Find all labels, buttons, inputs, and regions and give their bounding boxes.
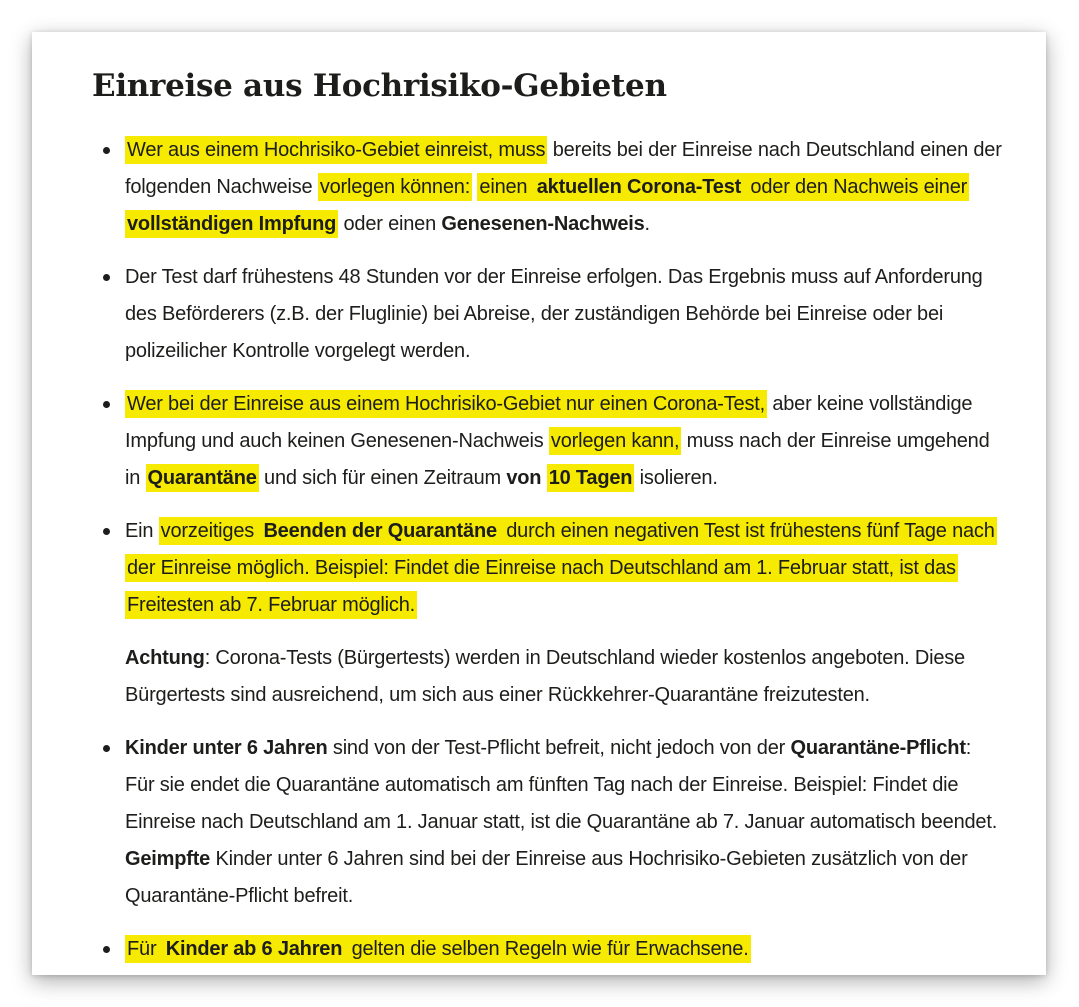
highlighted-text: durch einen negativen Test ist frühestens fünf Tage nach der Einreise möglich. Beispiel: Findet die Einreise nach Deutschland am 1. Februar statt, ist das Freitesten ab 7. Februar möglich. [125, 517, 997, 619]
text-segment: . [644, 213, 650, 235]
text-segment: Kinder unter 6 Jahren sind bei der Einreise aus Hochrisiko-Gebieten zusätzlich von der Quarantäne-Pflicht befreit. [125, 848, 968, 907]
highlighted-text: Quarantäne [146, 464, 259, 492]
highlighted-text: vorlegen kann, [549, 427, 681, 455]
text-segment: muss nach der Einreise umgehend in [125, 430, 990, 489]
text-segment: Genesenen-Nachweis [441, 213, 645, 235]
highlighted-text: Wer bei der Einreise aus einem Hochrisiko-Gebiet nur einen Corona-Test, [125, 390, 767, 418]
text-segment: Geimpfte [125, 848, 211, 870]
text-segment: Ein [125, 520, 159, 542]
highlighted-text: einen [477, 173, 534, 201]
highlighted-text: Wer aus einem Hochrisiko-Gebiet einreist, muss [125, 136, 547, 164]
text-segment: sind von der Test-Pflicht befreit, nicht jedoch von der [327, 737, 791, 759]
text-segment: isolieren. [634, 467, 718, 489]
text-segment: Achtung [125, 647, 205, 669]
note-paragraph [92, 640, 1002, 714]
highlighted-text: vollständigen Impfung [125, 210, 338, 238]
highlighted-text: gelten die selben Regeln wie für Erwachsene. [344, 935, 750, 963]
text-segment: bereits bei der Einreise nach Deutschland einen der folgenden Nachweise [125, 139, 1002, 198]
text-segment: Quarantäne-Pflicht [790, 737, 966, 759]
text-segment: Der Test darf frühestens 48 Stunden vor der Einreise erfolgen. Das Ergebnis muss auf Anforderung des Beförderers (z.B. der Fluglinie) bei Abreise, der zuständigen Behörde bei Einreise oder bei polizeilicher Kontrolle vorgelegt werden. [125, 266, 983, 362]
list-item [92, 513, 1002, 624]
list-item [92, 730, 1002, 915]
page-title: Einreise aus Hochrisiko-Gebieten [92, 68, 667, 104]
list-item [92, 259, 1002, 370]
article-card [32, 32, 1046, 975]
list-item [92, 931, 1002, 968]
highlighted-text: Beenden der Quarantäne [261, 517, 498, 545]
text-segment: : Corona-Tests (Bürgertests) werden in Deutschland wieder kostenlos angeboten. Diese Bürgertests sind ausreichend, um sich aus einer Rückkehrer-Quarantäne freizutesten. [125, 647, 965, 706]
highlighted-text: aktuellen Corona-Test [535, 173, 743, 201]
text-segment: aber keine vollständige Impfung und auch keinen Genesenen-Nachweis [125, 393, 973, 452]
highlighted-text: Für [125, 935, 164, 963]
text-segment: oder einen [338, 213, 442, 235]
highlighted-text: oder den Nachweis einer [743, 173, 969, 201]
list-item [92, 132, 1002, 243]
bullet-list-top [92, 132, 1002, 624]
text-segment: und sich für einen Zeitraum [258, 467, 507, 489]
highlighted-text: vorlegen können: [318, 173, 472, 201]
text-segment: Kinder unter 6 Jahren [125, 737, 328, 759]
list-item [92, 386, 1002, 497]
highlighted-text: Kinder ab 6 Jahren [164, 935, 344, 963]
text-segment: : Für sie endet die Quarantäne automatisch am fünften Tag nach der Einreise. Beispiel: Findet die Einreise nach Deutschland am 1. Januar statt, ist die Quarantäne ab 7. Januar automatisch beendet. [125, 737, 998, 833]
text-segment: von [506, 467, 547, 489]
bullet-list-bottom [92, 730, 1002, 968]
highlighted-text: vorzeitiges [159, 517, 262, 545]
highlighted-text: 10 Tagen [547, 464, 635, 492]
